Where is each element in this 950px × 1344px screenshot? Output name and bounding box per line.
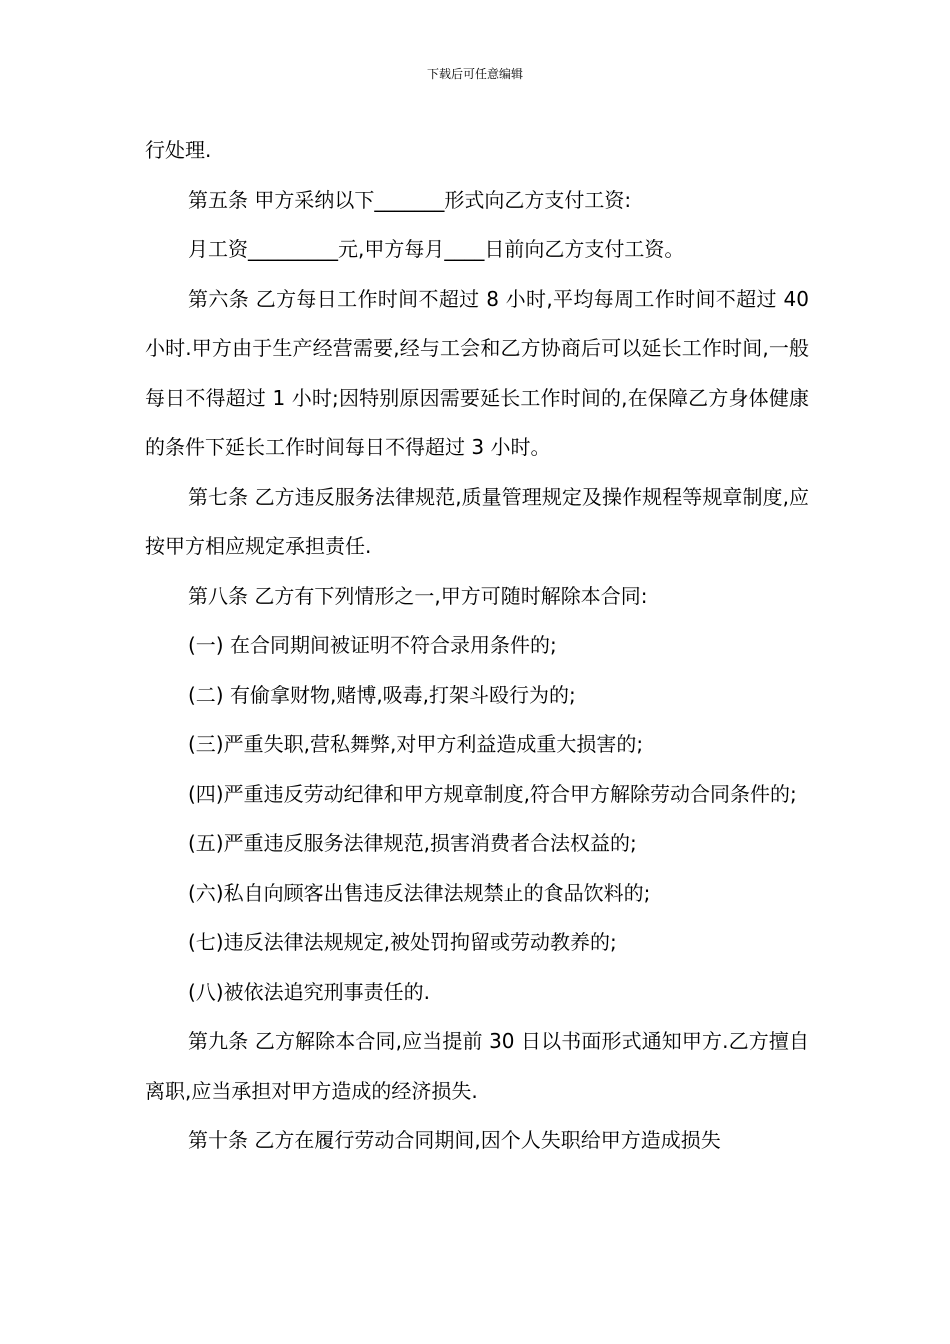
paragraph-article-7: 第七条 乙方违反服务法律规范,质量管理规定及操作规程等规章制度,应按甲方相应规定承担责任. bbox=[145, 484, 809, 558]
paragraph-article-5: 第五条 甲方采纳以下_______形式向乙方支付工资: bbox=[188, 187, 632, 212]
list-item-clause-4: (四)严重违反劳动纪律和甲方规章制度,符合甲方解除劳动合同条件的; bbox=[188, 781, 797, 806]
paragraph-monthly-wage: 月工资_________元,甲方每月____日前向乙方支付工资。 bbox=[188, 237, 685, 261]
paragraph-article-10: 第十条 乙方在履行劳动合同期间,因个人失职给甲方造成损失 bbox=[188, 1128, 721, 1152]
page-header-note: 下载后可任意编辑 bbox=[426, 67, 523, 81]
paragraph-continuation: 行处理. bbox=[145, 138, 212, 162]
paragraph-article-6: 第六条 乙方每日工作时间不超过 8 小时,平均每周工作时间不超过 40 小时.甲方由于生产经营需要,经与工会和乙方协商后可以延长工作时间,一般每日不得超过 1 小时;因特别原因需要延长工作时间的,在保障乙方身体健康的条件下延长工作时间每日不得超过 3 小时。 bbox=[145, 286, 809, 459]
paragraph-article-8: 第八条 乙方有下列情形之一,甲方可随时解除本合同: bbox=[188, 583, 648, 608]
list-item-clause-1: (一) 在合同期间被证明不符合录用条件的; bbox=[188, 633, 557, 657]
list-item-clause-5: (五)严重违反服务法律规范,损害消费者合法权益的; bbox=[188, 831, 637, 855]
document-body bbox=[145, 126, 809, 1166]
list-item-clause-2: (二) 有偷拿财物,赌博,吸毒,打架斗殴行为的; bbox=[188, 682, 576, 707]
list-item-clause-3: (三)严重失职,营私舞弊,对甲方利益造成重大损害的; bbox=[188, 732, 644, 756]
paragraph-article-9: 第九条 乙方解除本合同,应当提前 30 日以书面形式通知甲方.乙方擅自离职,应当承担对甲方造成的经济损失. bbox=[145, 1029, 809, 1103]
list-item-clause-6: (六)私自向顾客出售违反法律法规禁止的食品饮料的; bbox=[188, 880, 651, 905]
list-item-clause-8: (八)被依法追究刑事责任的. bbox=[188, 979, 430, 1004]
list-item-clause-7: (七)违反法律法规规定,被处罚拘留或劳动教养的; bbox=[188, 930, 617, 954]
